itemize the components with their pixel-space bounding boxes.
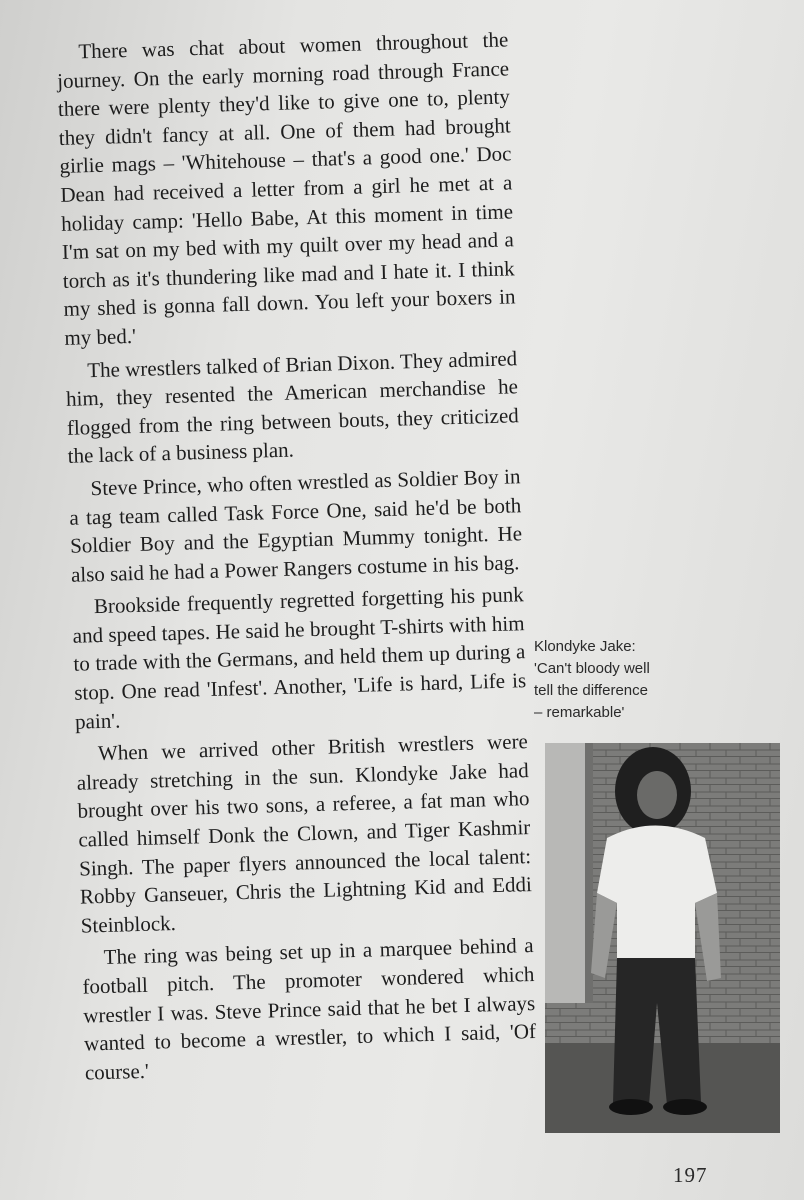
paragraph-3: Steve Prince, who often wrestled as Soldier Boy in a tag team called Task Force One, said he'd be both Soldier Boy and the Egyptian Mummy tonight. He also said he had a Power Rangers costume in his bag. (69, 464, 523, 587)
caption-line: 'Can't bloody well (534, 660, 650, 677)
wrestler-photo (545, 743, 780, 1133)
paragraph-5: When we arrived other British wrestlers were already stretching in the sun. Klondyke Jake had brought over his two sons, a referee, a fat man who called himself Donk the Clown, and Tiger Kashmir Singh. The paper flyers announced the local talent: Robby Ganseuer, Chris the Lightning Kid and Eddi Steinblock. (76, 729, 533, 938)
caption-line: – remarkable' (534, 704, 625, 721)
paragraph-2: The wrestlers talked of Brian Dixon. They admired him, they resented the American merchandise he flogged from the ring between bouts, they criticized the lack of a business plan. (65, 345, 520, 469)
caption-line: tell the difference (534, 682, 648, 699)
face (637, 771, 677, 819)
paragraph-1: There was chat about women throughout the journey. On the early morning road through France there were plenty they'd like to give one to, plenty they didn't fancy at all. One of them had brought girlie mags – 'Whitehouse – that's a good one.' Doc Dean had received a letter from a girl he met at a holiday camp: 'Hello Babe, At this moment in time I'm sat on my bed with my quilt over my head and a torch as it's thundering like mad and I hate it. I think my shed is gonna fall down. You left your boxers in my bed.' (56, 27, 516, 350)
paragraph-6: The ring was being set up in a marquee behind a football pitch. The promoter wondered which wrestler I was. Steve Prince said that he bet I always wanted to become a wrestler, to which I said, 'Of course.' (82, 933, 537, 1085)
photo-caption (534, 636, 754, 724)
paragraph-4: Brookside frequently regretted forgetting his punk and speed tapes. He said he brought T-shirts with him to trade with the Germans, and held them up during a stop. One read 'Infest'. Another, 'Life is hard, Life is pain'. (72, 582, 527, 734)
caption-line: Klondyke Jake: (534, 638, 636, 655)
photo-illustration (545, 743, 780, 1133)
page-number: 197 (673, 1163, 708, 1187)
body-text (56, 25, 537, 1091)
